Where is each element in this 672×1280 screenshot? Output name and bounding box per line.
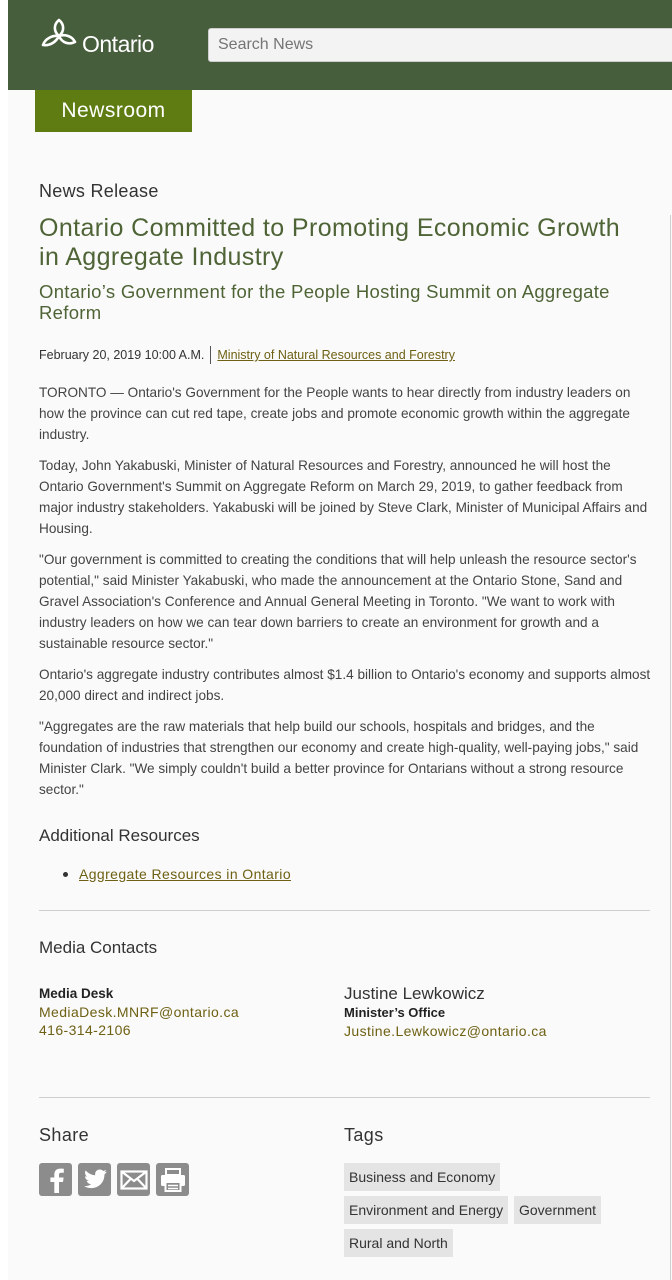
contact-email[interactable]: Justine.Lewkowicz@ontario.ca bbox=[344, 1023, 547, 1039]
share-icons bbox=[39, 1163, 189, 1196]
right-divider bbox=[670, 215, 671, 1280]
release-meta bbox=[39, 346, 455, 364]
paragraph: Ontario's aggregate industry contributes almost $1.4 billion to Ontario's economy and supports almost 20,000 direct and indirect jobs. bbox=[39, 667, 651, 703]
print-icon[interactable] bbox=[156, 1163, 189, 1196]
email-icon[interactable] bbox=[117, 1163, 150, 1196]
list-item bbox=[63, 866, 291, 882]
resource-link[interactable]: Aggregate Resources in Ontario bbox=[79, 866, 291, 882]
ministry-link[interactable]: Ministry of Natural Resources and Forestry bbox=[217, 348, 455, 362]
page bbox=[8, 0, 672, 1280]
page-subtitle: Ontario’s Government for the People Hosting Summit on Aggregate Reform bbox=[39, 281, 610, 323]
contact-minister-office bbox=[344, 984, 547, 1040]
article-body bbox=[39, 382, 651, 810]
contact-phone[interactable]: 416-314-2106 bbox=[39, 1022, 131, 1038]
logo-text: Ontario bbox=[82, 31, 154, 57]
contact-media-desk bbox=[39, 985, 239, 1039]
paragraph: Today, John Yakabuski, Minister of Natural Resources and Forestry, announced he will host the Ontario Government's Summit on Aggregate Reform on March 29, 2019, to gather feedback from major industry stakeholders. Yakabuski will be joined by Steve Clark, Minister of Municipal Affairs and Housing. bbox=[39, 458, 648, 536]
tag-business-economy[interactable]: Business and Economy bbox=[344, 1163, 500, 1191]
release-date: February 20, 2019 10:00 A.M. bbox=[39, 348, 205, 362]
share-heading: Share bbox=[39, 1125, 90, 1145]
release-type: News Release bbox=[39, 181, 159, 201]
resources-list bbox=[63, 866, 291, 882]
paragraph: "Aggregates are the raw materials that help build our schools, hospitals and bridges, and the foundation of industries that strengthen our economy and create high-quality, well-paying jobs," said Minister Clark. "We simply couldn't build a better province for Ontarians without a strong resource sector." bbox=[39, 719, 639, 797]
contact-email[interactable]: MediaDesk.MNRF@ontario.ca bbox=[39, 1004, 240, 1020]
divider bbox=[39, 1097, 650, 1098]
divider bbox=[39, 910, 650, 911]
site-header bbox=[8, 0, 672, 90]
contact-role: Minister’s Office bbox=[344, 1005, 446, 1020]
tag-rural-north[interactable]: Rural and North bbox=[344, 1229, 453, 1257]
media-contacts-heading: Media Contacts bbox=[39, 938, 158, 957]
newsroom-tab[interactable]: Newsroom bbox=[35, 90, 192, 132]
paragraph: TORONTO — Ontario's Government for the People wants to hear directly from industry leaders on how the province can cut red tape, create jobs and promote economic growth within the aggregate industry. bbox=[39, 385, 631, 442]
bullet bbox=[63, 872, 68, 877]
ontario-logo[interactable] bbox=[38, 14, 178, 60]
trillium-icon bbox=[38, 14, 80, 56]
page-title: Ontario Committed to Promoting Economic Growth in Aggregate Industry bbox=[39, 214, 621, 271]
paragraph: "Our government is committed to creating the conditions that will help unleash the resource sector's potential," said Minister Yakabuski, who made the announcement at the Ontario Stone, Sand and Gravel Association's Conference and Annual General Meeting in Toronto. "We want to work with industry leaders on how we can tear down barriers to create an environment for growth and a sustainable resource sector." bbox=[39, 552, 637, 651]
tag-environment-energy[interactable]: Environment and Energy bbox=[344, 1196, 508, 1224]
tags-heading: Tags bbox=[344, 1125, 384, 1145]
twitter-icon[interactable] bbox=[78, 1163, 111, 1196]
contact-name: Justine Lewkowicz bbox=[344, 984, 485, 1003]
tag-government[interactable]: Government bbox=[514, 1196, 601, 1224]
search-input[interactable] bbox=[208, 28, 672, 62]
meta-separator bbox=[210, 346, 211, 364]
contact-name: Media Desk bbox=[39, 986, 114, 1001]
facebook-icon[interactable] bbox=[39, 1163, 72, 1196]
additional-resources-heading: Additional Resources bbox=[39, 826, 200, 845]
